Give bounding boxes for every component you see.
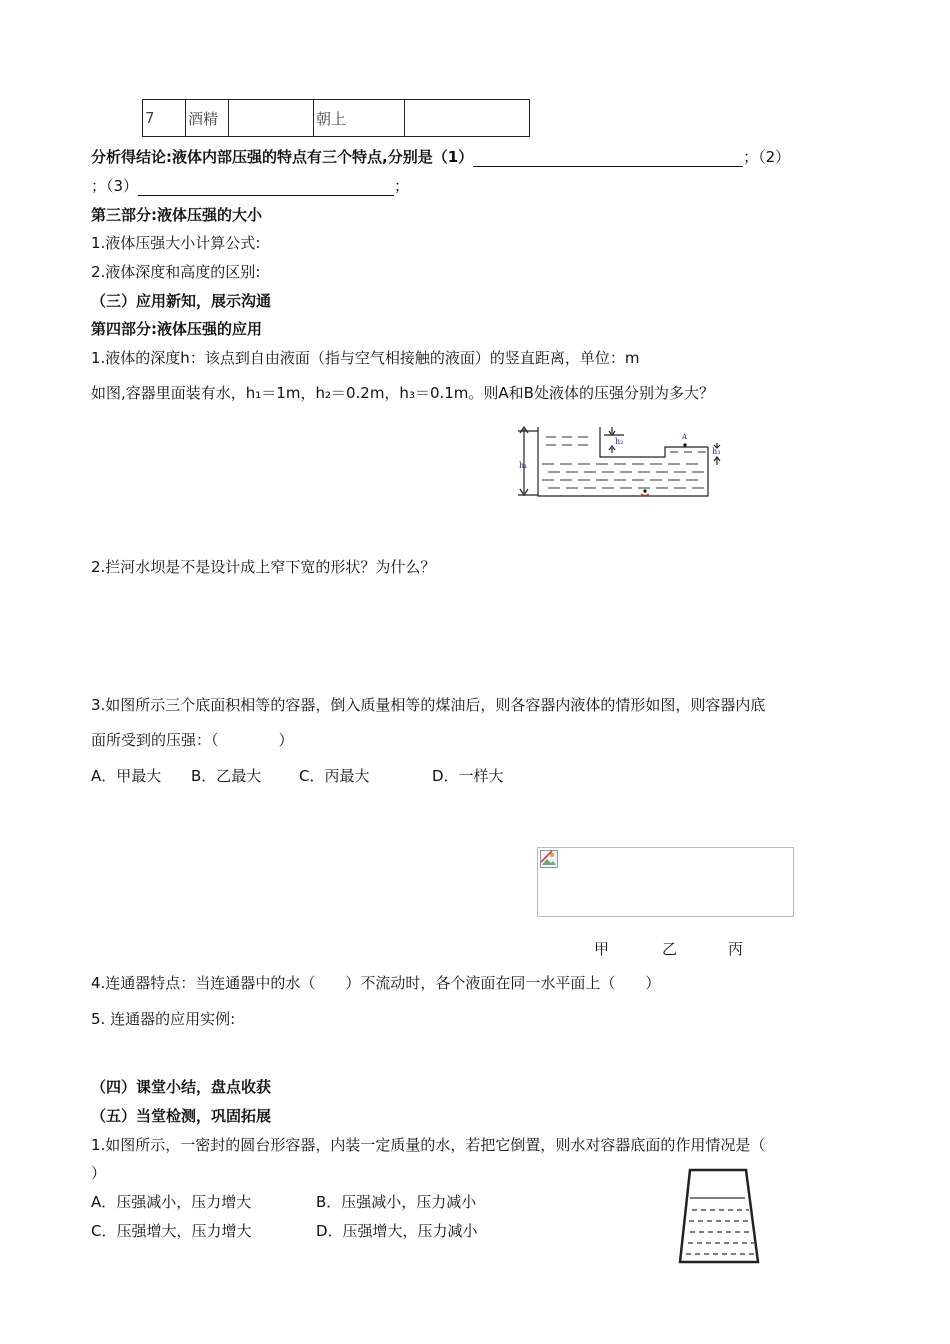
q3-option-b[interactable]: B．乙最大	[191, 767, 262, 785]
test-option-d[interactable]: D．压强增大，压力减小	[316, 1222, 478, 1240]
part3-title: 第三部分:液体压强的大小	[91, 206, 262, 224]
table-cell-depth	[229, 100, 314, 137]
analysis-sep2: ；（3）	[91, 177, 139, 195]
part4-q2: 2.拦河水坝是不是设计成上窄下宽的形状？为什么？	[91, 558, 436, 576]
label-h1: h₁	[519, 461, 528, 470]
analysis-line-1	[91, 147, 790, 167]
q3-option-c[interactable]: C．丙最大	[299, 767, 370, 785]
analysis-lead: 分析得结论:液体内部压强的特点有三个特点,分别是（1）	[91, 148, 474, 166]
part4-q3a: 3.如图所示三个底面积相等的容器，倒入质量相等的煤油后，则各容器内液体的情形如图，则容器内底	[91, 696, 766, 714]
test-q1a: 1.如图所示，一密封的圆台形容器，内装一定质量的水，若把它倒置，则水对容器底面的作用情况是（	[91, 1136, 766, 1154]
part4-title: 第四部分:液体压强的应用	[91, 320, 262, 338]
part4-q1: 1.液体的深度h：该点到自由液面（指与空气相接触的液面）的竖直距离，单位：m	[91, 349, 640, 367]
table-cell-index: 7	[143, 100, 186, 137]
table-cell-direction: 朝上	[314, 100, 405, 137]
table-row	[143, 100, 530, 137]
frustum-container-figure	[676, 1166, 766, 1266]
part4-q1b: 如图,容器里面装有水，h₁＝1m，h₂＝0.2m，h₃＝0.1m。则A和B处液体的压强分别为多大？	[91, 384, 714, 402]
part4-q3b: 面所受到的压强：（ ）	[91, 731, 294, 749]
water-container-figure	[512, 421, 732, 503]
point-A	[683, 443, 686, 446]
test-q1b: ）	[91, 1164, 107, 1182]
container-label-yi: 乙	[662, 940, 678, 958]
part3-q1: 1.液体压强大小计算公式:	[91, 234, 261, 252]
blank-1[interactable]	[473, 150, 743, 167]
section4-heading: （四）课堂小结，盘点收获	[91, 1078, 272, 1096]
q3-option-d[interactable]: D．一样大	[432, 767, 504, 785]
blank-3[interactable]	[138, 179, 394, 196]
section3-heading: （三）应用新知，展示沟通	[91, 292, 272, 310]
label-h2: h₂	[615, 437, 624, 446]
table-cell-liquid: 酒精	[186, 100, 229, 137]
experiment-table	[142, 99, 530, 137]
part4-q4: 4.连通器特点：当连通器中的水（ ）不流动时，各个液面在同一水平面上（ ）	[91, 974, 661, 992]
q3-option-a[interactable]: A．甲最大	[91, 767, 162, 785]
point-B-mark	[641, 494, 649, 496]
label-A: A	[682, 433, 688, 441]
missing-figure-placeholder	[537, 847, 794, 917]
analysis-sep1: ；（2）	[743, 148, 791, 166]
point-B	[643, 489, 646, 492]
container-label-bing: 丙	[728, 940, 744, 958]
part3-q2: 2.液体深度和高度的区别:	[91, 263, 261, 281]
test-option-c[interactable]: C．压强增大，压力增大	[91, 1222, 252, 1240]
test-option-b[interactable]: B．压强减小，压力减小	[316, 1193, 477, 1211]
section5-heading: （五）当堂检测，巩固拓展	[91, 1107, 272, 1125]
broken-image-icon	[540, 850, 558, 868]
part4-q5: 5. 连通器的应用实例:	[91, 1010, 236, 1028]
table-cell-result	[405, 100, 530, 137]
label-h3: h₃	[712, 447, 721, 456]
analysis-end: ；	[394, 177, 410, 195]
test-option-a[interactable]: A．压强减小，压力增大	[91, 1193, 252, 1211]
analysis-line-2	[91, 176, 409, 196]
container-label-jia: 甲	[594, 940, 610, 958]
